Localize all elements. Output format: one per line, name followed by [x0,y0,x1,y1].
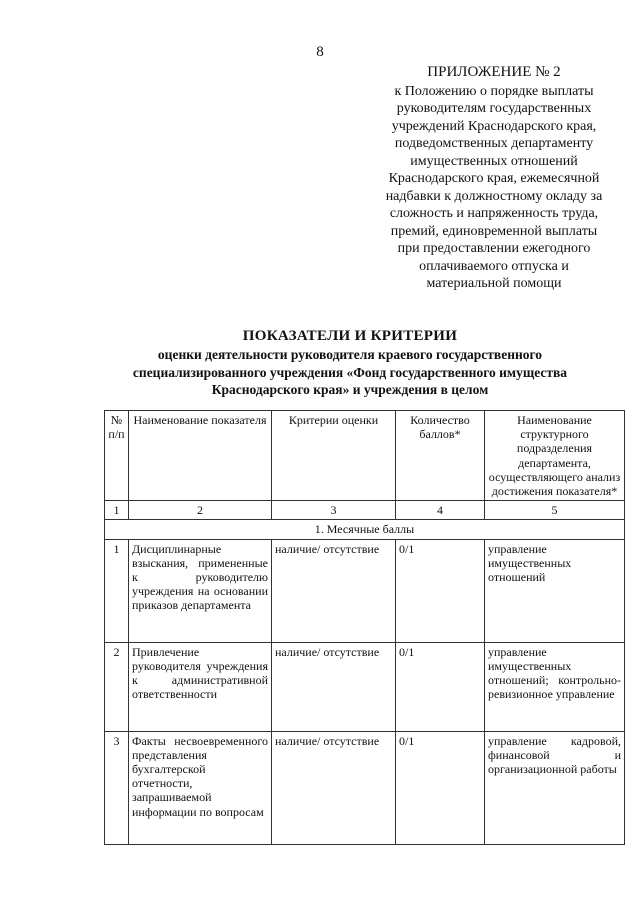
row-number: 1 [105,539,129,642]
points-value: 0/1 [396,539,485,642]
criteria-table [104,410,625,845]
document-heading [90,326,610,399]
appendix-line: подведомственных департаменту [394,136,594,151]
row-number: 2 [105,642,129,731]
indicator-name: Привлечение руководителя учреждения к административной ответственности [129,642,272,731]
appendix-block [372,64,616,293]
department-unit: управление кадровой, финансовой и организационной работы [485,731,625,844]
appendix-line: материальной помощи [426,276,562,291]
column-number: 3 [272,501,396,520]
table-row [105,539,625,642]
heading-subtitle-line: специализированного учреждения «Фонд государственного имущества [132,364,568,380]
department-unit: управление имущественных отношений; контрольно-ревизионное управление [485,642,625,731]
heading-title: ПОКАЗАТЕЛИ И КРИТЕРИИ [242,328,458,344]
appendix-line: надбавки к должностному окладу за [385,188,603,204]
appendix-line: при предоставлении ежегодного [397,241,591,256]
column-number: 1 [105,501,129,520]
indicator-name: Факты несвоевременного представления бухгалтерской отчетности, запрашиваемой информации по вопросам [129,731,272,844]
section-row [105,520,625,539]
points-value: 0/1 [396,731,485,844]
heading-subtitle-line: оценки деятельности руководителя краевого государственного [157,347,543,362]
header-points: Количество баллов* [396,411,485,501]
heading-subtitle-line: Краснодарского края» и учреждения в целом [211,382,489,397]
appendix-line: учреждений Краснодарского края, [391,118,597,134]
points-value: 0/1 [396,642,485,731]
column-number: 5 [485,501,625,520]
appendix-line: оплачиваемого отпуска и [419,258,569,274]
column-number: 2 [129,501,272,520]
table-row [105,642,625,731]
appendix-line: премий, единовременной выплаты [390,223,598,239]
header-no: № п/п [105,411,129,501]
appendix-line: руководителям государственных [396,101,592,116]
row-number: 3 [105,731,129,844]
section-title: 1. Месячные баллы [105,520,625,539]
criteria-value: наличие/ отсутствие [272,642,396,731]
column-number: 4 [396,501,485,520]
header-criteria: Критерии оценки [272,411,396,501]
header-indicator-name: Наименование показателя [129,411,272,501]
table-header-row [105,411,625,501]
appendix-line: сложность и напряженность труда, [389,206,599,221]
appendix-line: Краснодарского края, ежемесячной [388,171,600,186]
criteria-value: наличие/ отсутствие [272,731,396,844]
appendix-line: имущественных отношений [410,153,578,169]
department-unit: управление имущественных отношений [485,539,625,642]
indicator-name: Дисциплинарные взыскания, примененные к руководителю учреждения на основании приказов департамента [129,539,272,642]
appendix-title: ПРИЛОЖЕНИЕ № 2 [427,64,561,80]
column-number-row [105,501,625,520]
table-row [105,731,625,844]
page-number: 8 [316,44,324,60]
appendix-line: к Положению о порядке выплаты [394,83,594,99]
criteria-value: наличие/ отсутствие [272,539,396,642]
header-department-unit: Наименование структурного подразделения департамента, осуществляющего анализ достижения показателя* [485,411,625,501]
